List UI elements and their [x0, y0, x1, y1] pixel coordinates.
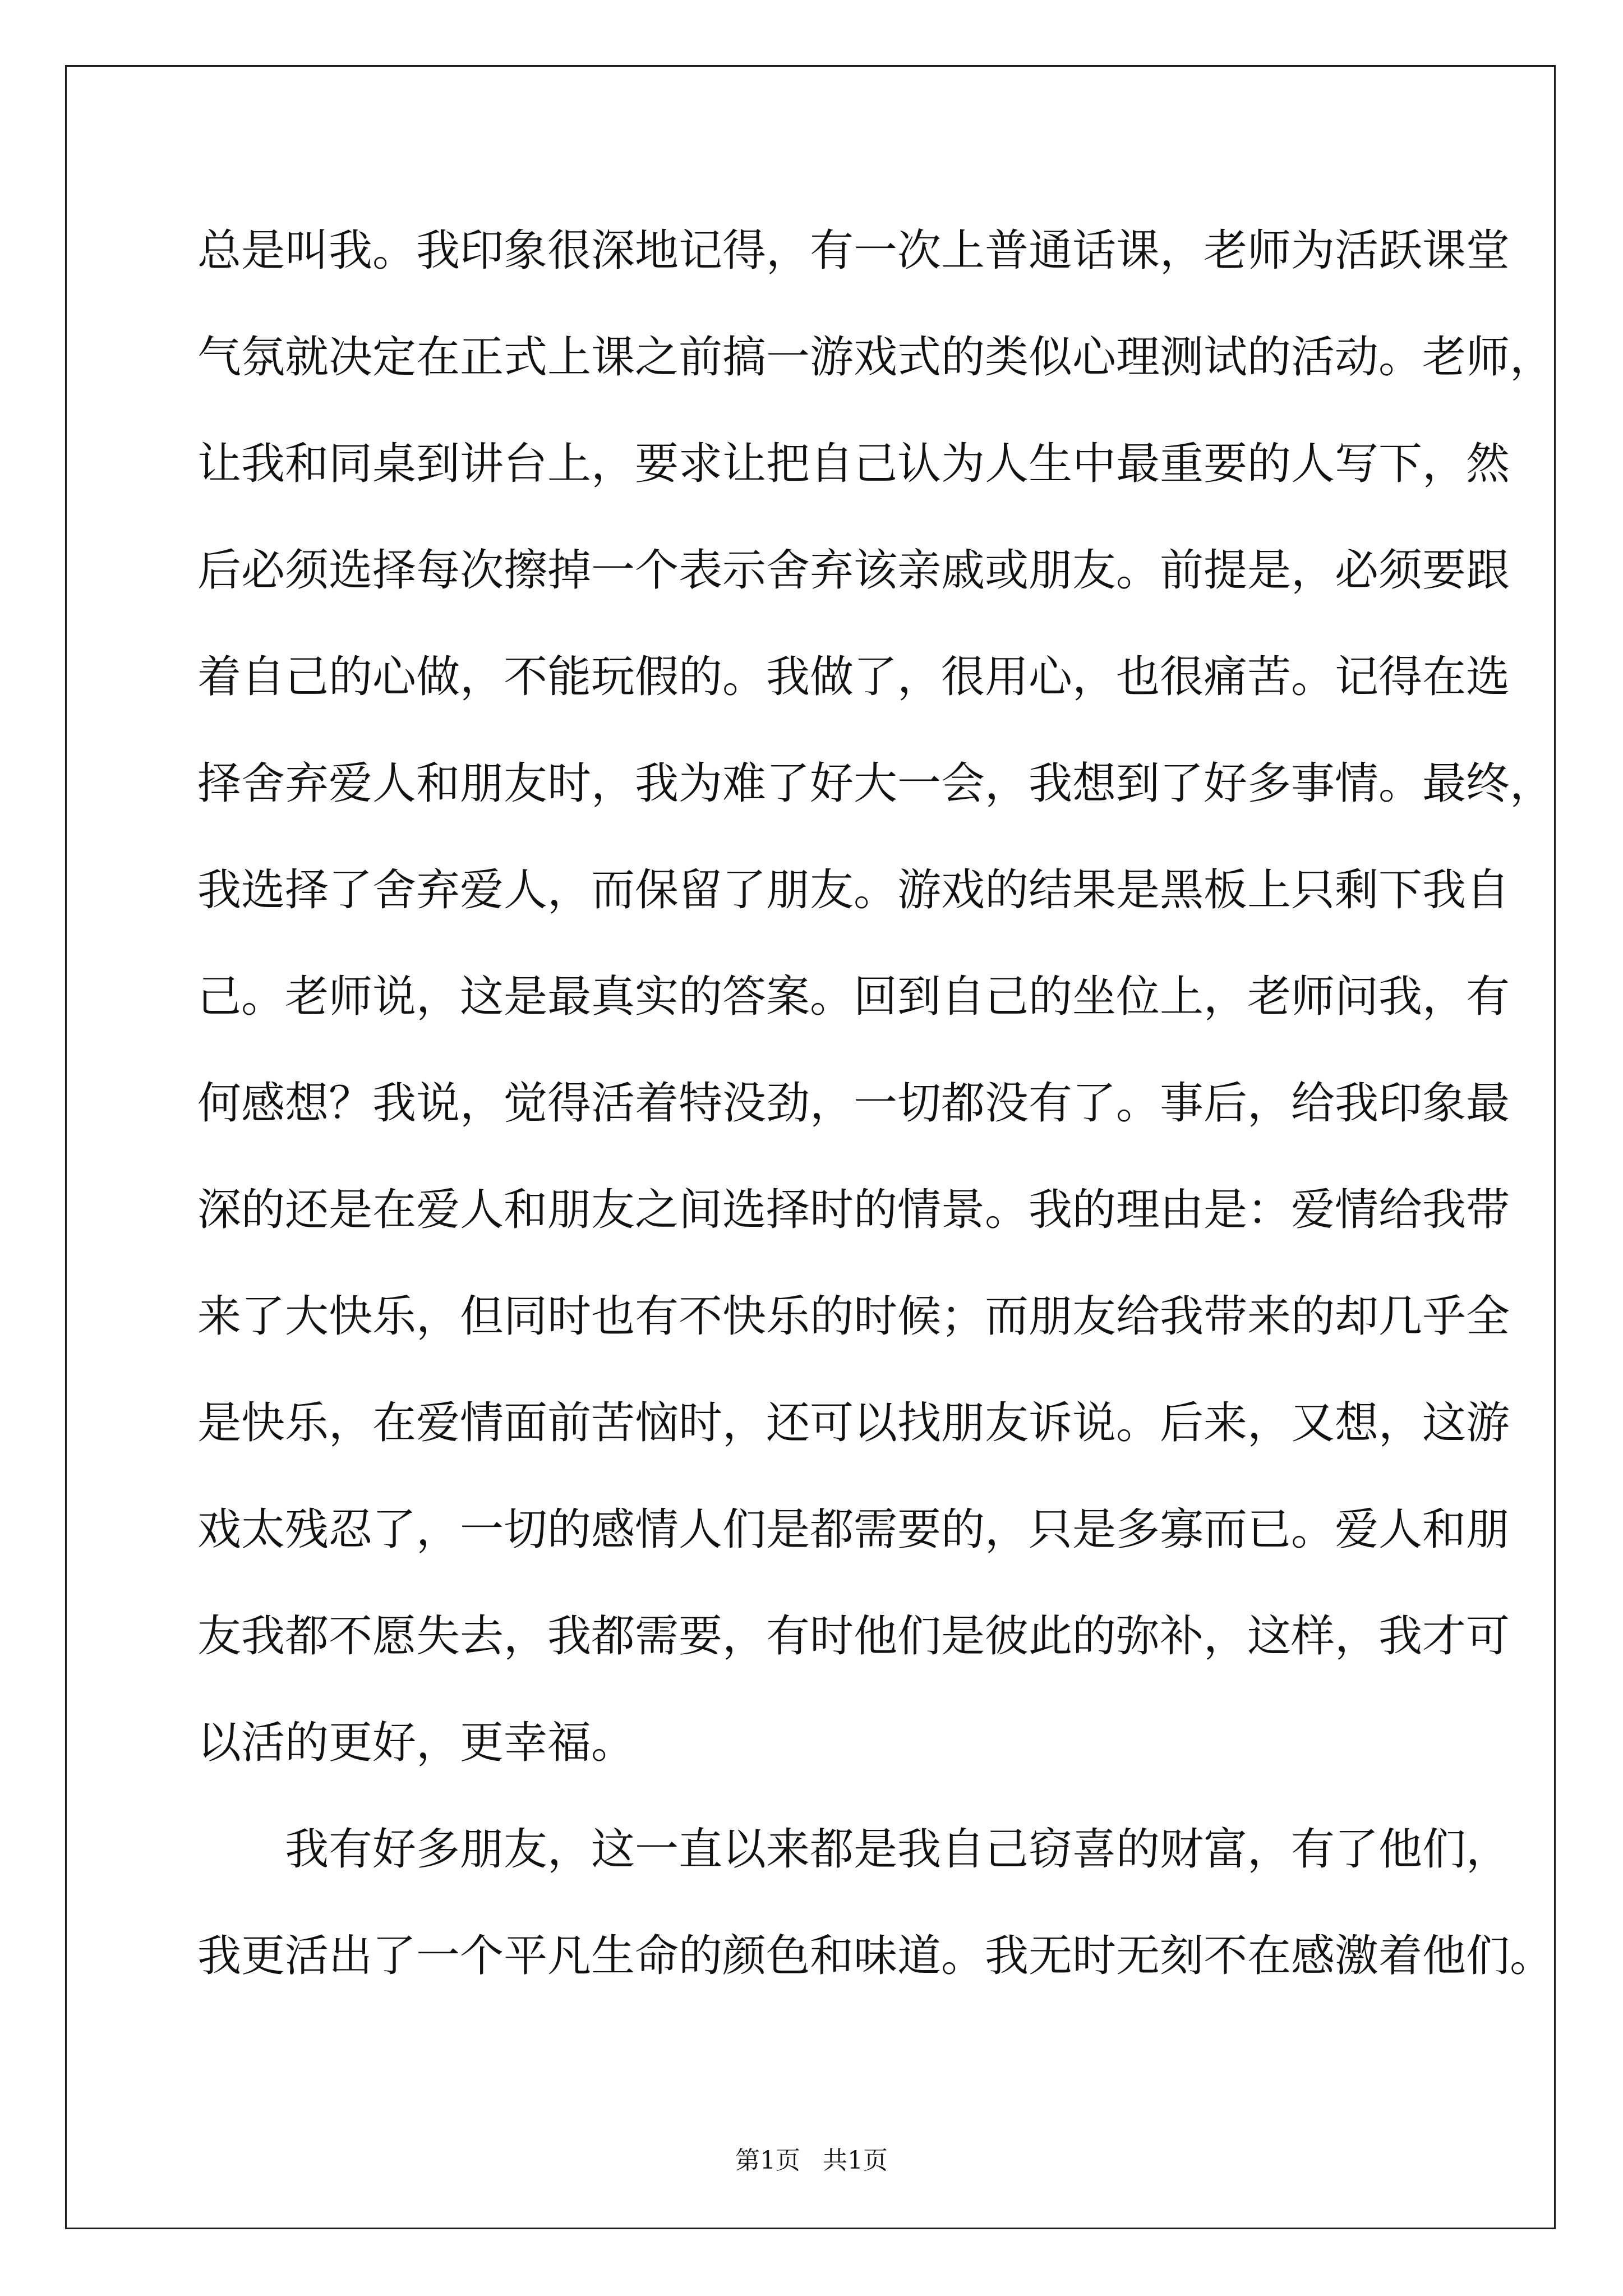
- text-line: 深的还是在爱人和朋友之间选择时的情景。我的理由是：爱情给我带: [197, 1185, 1510, 1235]
- text-line: 总是叫我。我印象很深地记得，有一次上普通话课，老师为活跃课堂: [197, 226, 1510, 276]
- text-line: 着自己的心做，不能玩假的。我做了，很用心，也很痛苦。记得在选: [197, 652, 1510, 702]
- text-line: 后必须选择每次擦掉一个表示舍弃该亲戚或朋友。前提是，必须要跟: [197, 545, 1510, 596]
- text-line: 来了大快乐，但同时也有不快乐的时候；而朋友给我带来的却几乎全: [197, 1291, 1510, 1342]
- text-line: 择舍弃爱人和朋友时，我为难了好大一会，我想到了好多事情。最终，: [197, 758, 1554, 809]
- text-line: 戏太残忍了，一切的感情人们是都需要的，只是多寡而已。爱人和朋: [197, 1504, 1510, 1555]
- text-line: 何感想？我说，觉得活着特没劲，一切都没有了。事后，给我印象最: [197, 1078, 1510, 1129]
- text-line: 以活的更好，更幸福。: [197, 1718, 635, 1768]
- text-line: 友我都不愿失去，我都需要，有时他们是彼此的弥补，这样，我才可: [197, 1611, 1510, 1662]
- page-number: 第1页: [735, 2146, 800, 2175]
- page-total: 共1页: [823, 2146, 888, 2175]
- text-line: 我更活出了一个平凡生命的颜色和味道。我无时无刻不在感激着他们。: [197, 1931, 1554, 1981]
- text-line: 我选择了舍弃爱人，而保留了朋友。游戏的结果是黑板上只剩下我自: [197, 865, 1510, 915]
- text-line: 是快乐，在爱情面前苦恼时，还可以找朋友诉说。后来，又想，这游: [197, 1398, 1510, 1448]
- text-line: 我有好多朋友，这一直以来都是我自己窃喜的财富，有了他们，: [197, 1824, 1510, 1875]
- text-line: 让我和同桌到讲台上，要求让把自己认为人生中最重要的人写下，然: [197, 439, 1510, 489]
- text-line: 己。老师说，这是最真实的答案。回到自己的坐位上，老师问我，有: [197, 972, 1510, 1022]
- page-frame: [65, 65, 1556, 2229]
- page-footer: [0, 2144, 1623, 2178]
- text-line: 气氛就决定在正式上课之前搞一游戏式的类似心理测试的活动。老师，: [197, 332, 1554, 383]
